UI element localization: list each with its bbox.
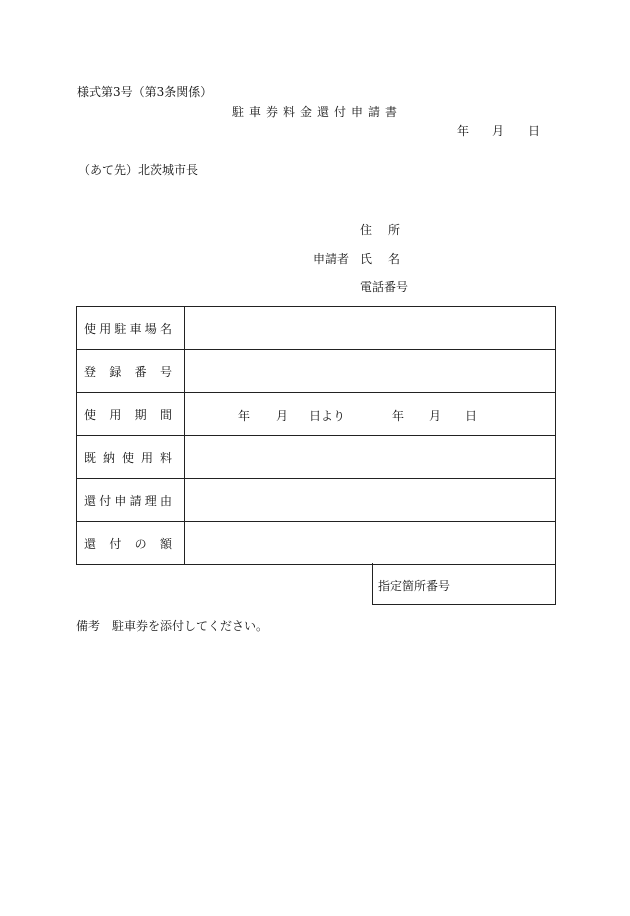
label-char: 使 (84, 407, 97, 422)
label-char: 用 (140, 450, 153, 465)
paid-fee-field[interactable] (185, 436, 556, 479)
label-char: 使 (84, 321, 97, 336)
usage-period-field[interactable] (185, 393, 556, 436)
period-month-end: 月 (429, 409, 442, 423)
date-year: 年 (457, 124, 470, 138)
label-char: 申 (114, 493, 127, 508)
label-char: の (134, 536, 147, 551)
row-label (77, 479, 185, 522)
registration-number-field[interactable] (185, 350, 556, 393)
label-char: 料 (159, 450, 172, 465)
label-char: 還 (84, 536, 97, 551)
row-label (77, 307, 185, 350)
table-row (77, 350, 556, 393)
period-day-start: 日より (309, 409, 346, 423)
applicant-label: 申請者 (313, 252, 350, 266)
application-table (76, 306, 556, 565)
refund-reason-label (84, 492, 172, 509)
registration-number-label (84, 363, 172, 380)
period-year-start: 年 (238, 409, 251, 423)
row-label (77, 436, 185, 479)
label-char: 由 (159, 493, 172, 508)
period-day-end: 日 (465, 409, 478, 423)
date-month: 月 (492, 124, 505, 138)
name-label: 氏 名 (360, 252, 403, 266)
label-char: 付 (99, 493, 112, 508)
label-char: 車 (129, 321, 142, 336)
label-char: 額 (159, 536, 172, 551)
document-title: 駐車券料金還付申請書 (232, 105, 403, 119)
address-label: 住 所 (360, 223, 403, 237)
label-char: 期 (134, 407, 147, 422)
label-char: 既 (84, 450, 97, 465)
row-label (77, 522, 185, 565)
form-number: 様式第3号（第3条関係） (77, 85, 213, 99)
remarks-note: 備考 駐車券を添付してください。 (76, 619, 269, 633)
parking-lot-field[interactable] (185, 307, 556, 350)
usage-period-label (84, 406, 172, 423)
designation-label: 指定箇所番号 (378, 579, 451, 593)
period-year-end: 年 (392, 409, 405, 423)
table-row (77, 307, 556, 350)
refund-reason-field[interactable] (185, 479, 556, 522)
label-char: 番 (134, 364, 147, 379)
table-row (77, 436, 556, 479)
refund-amount-label (84, 535, 172, 552)
label-char: 駐 (114, 321, 127, 336)
designation-box[interactable] (372, 563, 556, 605)
label-char: 還 (84, 493, 97, 508)
table-row (77, 522, 556, 565)
label-char: 名 (159, 321, 172, 336)
addressee: （あて先）北茨城市長 (78, 163, 199, 177)
refund-amount-field[interactable] (185, 522, 556, 565)
paid-fee-label (84, 449, 172, 466)
row-label (77, 350, 185, 393)
parking-lot-label (84, 320, 172, 337)
table-row (77, 479, 556, 522)
date-day: 日 (528, 124, 541, 138)
label-char: 請 (129, 493, 142, 508)
label-char: 号 (159, 364, 172, 379)
label-char: 納 (102, 450, 115, 465)
label-char: 録 (109, 364, 122, 379)
label-char: 付 (109, 536, 122, 551)
label-char: 使 (121, 450, 134, 465)
phone-label: 電話番号 (360, 280, 409, 294)
label-char: 登 (84, 364, 97, 379)
label-char: 場 (144, 321, 157, 336)
label-char: 理 (144, 493, 157, 508)
period-month-start: 月 (276, 409, 289, 423)
label-char: 間 (159, 407, 172, 422)
label-char: 用 (109, 407, 122, 422)
row-label (77, 393, 185, 436)
table-row (77, 393, 556, 436)
label-char: 用 (99, 321, 112, 336)
